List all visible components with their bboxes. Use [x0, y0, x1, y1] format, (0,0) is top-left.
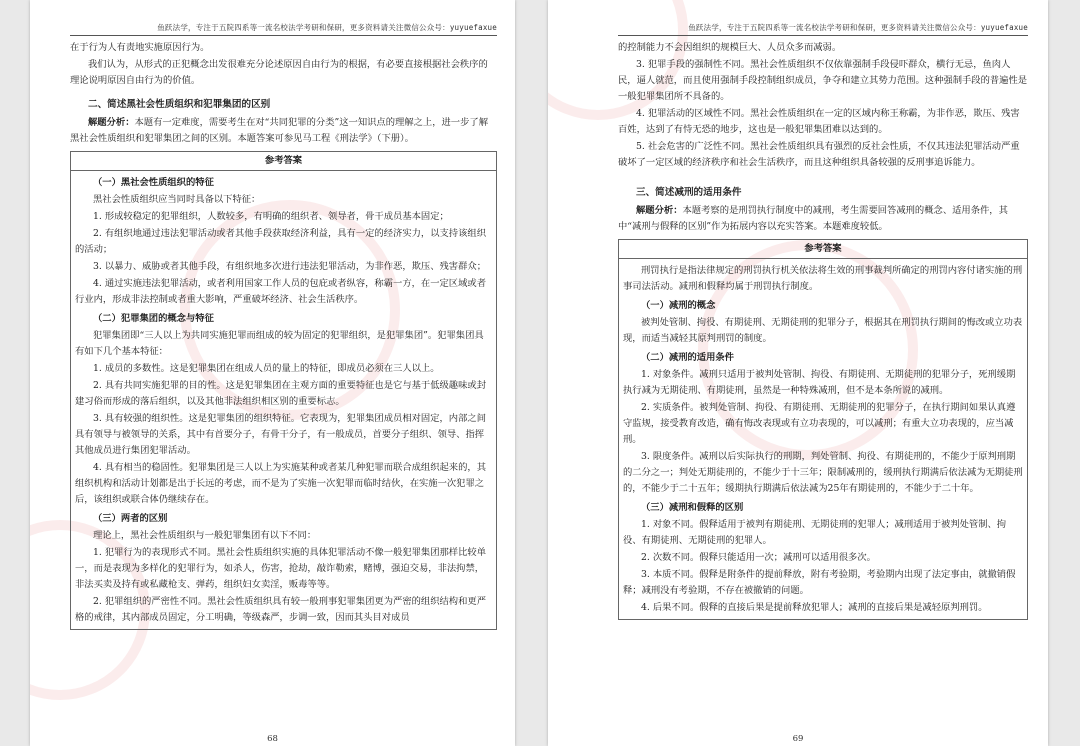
paragraph: 的控制能力不会因组织的规模巨大、人员众多而减弱。: [618, 42, 842, 53]
answer-box-title: 参考答案: [619, 240, 1027, 259]
list-item: 1. 对象不同。假释适用于被判有期徒刑、无期徒刑的犯罪人；减刑适用于被判处管制、拘役、有期徒刑、无期徒刑的犯罪人。: [623, 519, 1007, 546]
list-item: 2. 实质条件。被判处管制、拘役、有期徒刑、无期徒刑的犯罪分子，在执行期间如果认真遵守监规，接受教育改造，确有悔改表现或有立功表现的，可以减刑；有重大立功表现的，应当减刑。: [623, 402, 1016, 445]
paragraph: 被判处管制、拘役、有期徒刑、无期徒刑的犯罪分子，根据其在刑罚执行期间的悔改或立功表现，而适当减轻其原判刑罚的制度。: [623, 317, 1023, 344]
analysis-label: 解题分析：: [88, 117, 135, 128]
list-item: 1. 对象条件。减刑只适用于被判处管制、拘役、有期徒刑、无期徒刑的犯罪分子，死刑缓期执行减为无期徒刑、有期徒刑，虽然是一种特殊减刑，但不是本条所说的减刑。: [623, 369, 1016, 396]
list-item: 1. 形成较稳定的犯罪组织，人数较多，有明确的组织者、领导者，骨干成员基本固定；: [93, 211, 449, 222]
list-item: 1. 成员的多数性。这是犯罪集团在组成人员的量上的特征，即成员必须在三人以上。: [93, 363, 440, 374]
list-item: 2. 具有共同实施犯罪的目的性。这是犯罪集团在主观方面的重要特征也是它与基于低级趣味或封建习俗而形成的落后组织，以及其他非法组织相区别的重要标志。: [75, 380, 486, 407]
subheading: （二）减刑的适用条件: [641, 352, 734, 363]
document-page-left: [30, 0, 515, 746]
list-item: 4. 后果不同。假释的直接后果是提前释放犯罪人；减刑的直接后果是减轻原判刑罚。: [641, 602, 988, 613]
paragraph: 我们认为，从形式的正犯概念出发很难充分论述原因自由行为的根据，有必要直接根据社会秩序的理论说明原因自由行为的价值。: [70, 59, 488, 86]
analysis-label: 解题分析：: [636, 205, 683, 216]
page-header: 鱼跃法学，专注于五院四系等一流名校法学考研和保研，更多资料请关注微信公众号：yuyuefaxue: [70, 22, 497, 36]
analysis-text: 本题有一定难度，需要考生在对“共同犯罪的分类”这一知识点的理解之上，进一步了解黑社会性质组织和犯罪集团之间的区别。本题答案可参见马工程《刑法学》（下册）。: [70, 117, 488, 144]
list-item: 2. 犯罪组织的严密性不同。黑社会性质组织具有较一般刑事犯罪集团更为严密的组织结构和更严格的戒律，其内部成员固定，分工明确，等级森严，步调一致，因而其头目对成员: [75, 596, 486, 623]
analysis-paragraph: [70, 115, 497, 147]
paragraph: 刑罚执行是指法律规定的刑罚执行机关依法将生效的刑事裁判所确定的刑罚内容付诸实施的刑事司法活动。减刑和假释均属于刑罚执行制度。: [623, 265, 1023, 292]
list-item: 4. 犯罪活动的区域性不同。黑社会性质组织在一定的区域内称王称霸，为非作恶，欺压、残害百姓，达到了有恃无恐的地步，这也是一般犯罪集团难以达到的。: [618, 108, 1020, 135]
list-item: 3. 具有较强的组织性。这是犯罪集团的组织特征。它表现为，犯罪集团成员相对固定，内部之间具有领导与被领导的关系，其中有首要分子，有骨干分子，有一般成员，首要分子组织、领导、指挥其他成员进行集团犯罪活动。: [75, 413, 486, 456]
list-item: 4. 具有相当的稳固性。犯罪集团是三人以上为实施某种或者某几种犯罪而联合成组织起来的，其组织机构和活动计划都是出于长远的考虑，而不是为了实施一次犯罪而临时结伙，在实施一次犯罪之后，该组织或联合体仍继续存在。: [75, 462, 486, 505]
list-item: 3. 限度条件。减刑以后实际执行的刑期，判处管制、拘役、有期徒刑的，不能少于原判刑期的二分之一；判处无期徒刑的，不能少于十三年；限制减刑的，缓刑执行期满后依法减为无期徒刑的，不能少于二十五年；缓期执行期满后依法减为25年有期徒刑的，不能少于二十年。: [623, 451, 1023, 494]
paragraph: 理论上，黑社会性质组织与一般犯罪集团有以下不同：: [93, 530, 317, 541]
subheading: （三）减刑和假释的区别: [641, 502, 744, 513]
page-header: 鱼跃法学，专注于五院四系等一流名校法学考研和保研，更多资料请关注微信公众号：yuyuefaxue: [618, 22, 1028, 36]
subheading: （一）黑社会性质组织的特征: [93, 177, 214, 188]
subheading: （三）两者的区别: [93, 513, 168, 524]
analysis-paragraph: [618, 203, 1028, 235]
answer-box: [618, 239, 1028, 620]
section-title: 三、简述减刑的适用条件: [636, 187, 742, 198]
paragraph: 在于行为人有责地实施原因行为。: [70, 42, 210, 53]
page-content: [618, 40, 1028, 620]
list-item: 3. 犯罪手段的强制性不同。黑社会性质组织不仅依靠强制手段侵吓群众，横行无忌，鱼肉人民，逼人就范，而且使用强制手段控制组织成员，争夺和建立其势力范围。这种强制手段的普遍性是一般犯罪集团所不具备的。: [618, 59, 1028, 102]
document-page-right: [548, 0, 1048, 746]
paragraph: 黑社会性质组织应当同时具备以下特征：: [93, 194, 261, 205]
list-item: 1. 犯罪行为的表现形式不同。黑社会性质组织实施的具体犯罪活动不像一般犯罪集团那样比较单一，而是表现为多样化的犯罪行为，如杀人，伤害，抢劫，敲诈勒索，赌博，强迫交易，非法拘禁，非法买卖及持有或私藏枪支、弹药，组织妇女卖淫，贩毒等等。: [75, 547, 486, 590]
page-number: 69: [792, 734, 804, 744]
analysis-text: 本题考察的是刑罚执行制度中的减刑，考生需要回答减刑的概念、适用条件，其中“减刑与假释的区别”作为拓展内容以充实答案。本题难度较低。: [618, 205, 1008, 232]
list-item: 3. 以暴力、威胁或者其他手段，有组织地多次进行违法犯罪活动，为非作恶，欺压、残害群众；: [93, 261, 486, 272]
subheading: （一）减刑的概念: [641, 300, 716, 311]
page-number: 68: [267, 734, 278, 744]
list-item: 5. 社会危害的广泛性不同。黑社会性质组织具有强烈的反社会性质，不仅其违法犯罪活动严重破坏了一定区域的经济秩序和社会生活秩序，而且这种组织具备较强的反刑事追诉能力。: [618, 141, 1020, 168]
list-item: 3. 本质不同。假释是附条件的提前释放，附有考验期，考验期内出现了法定事由，就撤销假释；减刑没有考验期，不存在被撤销的问题。: [623, 569, 1016, 596]
paragraph: 犯罪集团即“三人以上为共同实施犯罪而组成的较为固定的犯罪组织，是犯罪集团”。犯罪集团具有如下几个基本特征：: [75, 330, 484, 357]
list-item: 2. 次数不同。假释只能适用一次；减刑可以适用很多次。: [641, 552, 876, 563]
section-title: 二、简述黑社会性质组织和犯罪集团的区别: [88, 99, 271, 110]
subheading: （二）犯罪集团的概念与特征: [93, 313, 214, 324]
list-item: 4. 通过实施违法犯罪活动，或者利用国家工作人员的包庇或者纵容，称霸一方，在一定区域或者行业内，形成非法控制或者重大影响，严重破坏经济、社会生活秩序。: [75, 278, 486, 305]
answer-box: [70, 151, 497, 630]
answer-box-title: 参考答案: [71, 152, 496, 171]
page-content: [70, 40, 497, 630]
list-item: 2. 有组织地通过违法犯罪活动或者其他手段获取经济利益，具有一定的经济实力，以支持该组织的活动；: [75, 228, 486, 255]
